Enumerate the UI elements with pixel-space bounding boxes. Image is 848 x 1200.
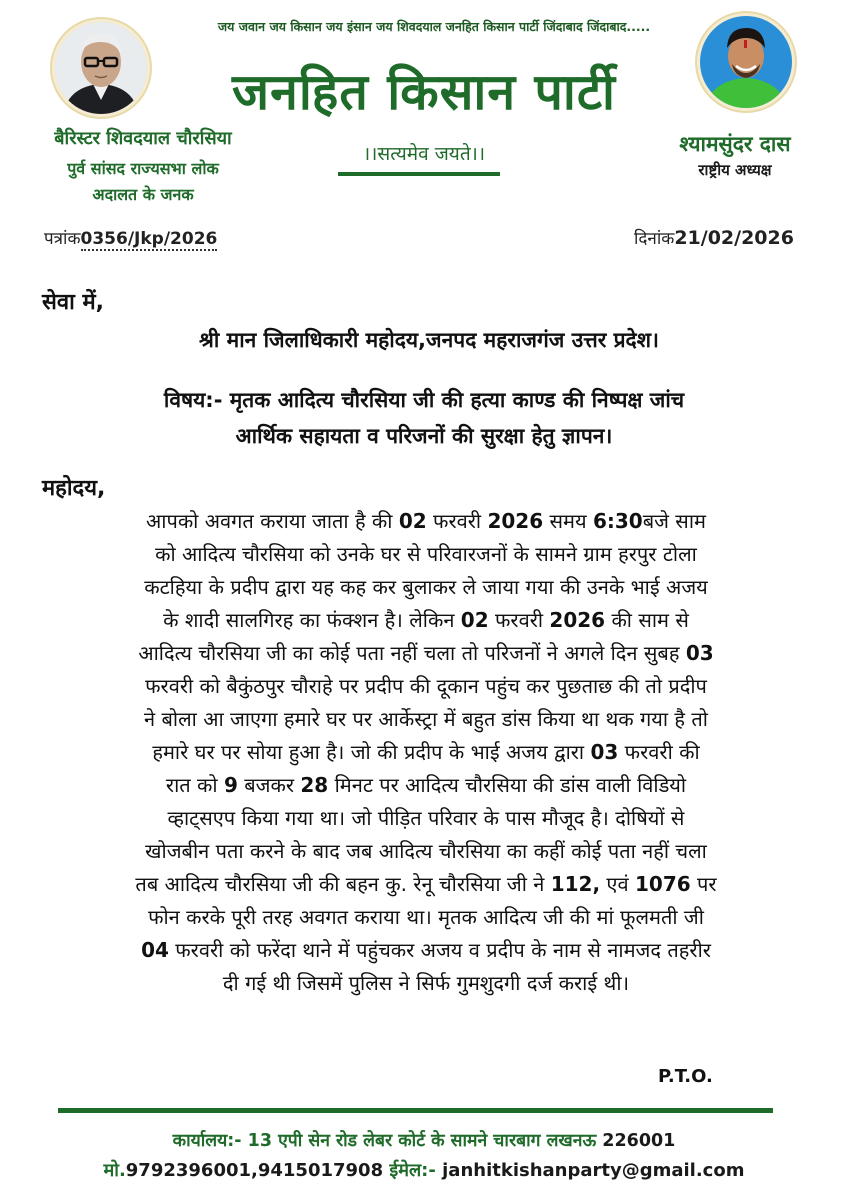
body-segment: को आदित्य चौरसिया को उनके घर से परिवारजनों के सामने ग्राम हरपुर टोला: [155, 542, 697, 566]
header-slogan: जय जवान जय किसान जय इंसान जय शिवदयाल जनहित किसान पार्टी जिंदाबाद जिंदाबाद.....: [217, 19, 651, 34]
body-segment: फरवरी: [488, 608, 550, 632]
body-line: [26, 637, 826, 670]
letter-subject: [0, 382, 848, 454]
body-segment: दी गई थी जिसमें पुलिस ने सिर्फ गुमशुदगी दर्ज कराई थी।: [222, 971, 630, 995]
body-segment: 02: [460, 608, 489, 632]
body-segment: 2026: [487, 509, 544, 533]
subject-line-2: आर्थिक सहायता व परिजनों की सुरक्षा हेतु ज्ञापन।: [235, 424, 613, 448]
body-segment: समय: [543, 509, 593, 533]
contact-line: [0, 1158, 848, 1182]
founder-designation-line2: अदालत के जनक: [92, 185, 194, 204]
body-segment: की साम से: [605, 608, 689, 632]
body-segment: आदित्य चौरसिया जी का कोई पता नहीं चला तो परिजनों ने अगले दिन सुबह: [138, 641, 686, 665]
body-segment: 03: [590, 740, 619, 764]
subject-line-1: विषय:- मृतक आदित्य चौरसिया जी की हत्या काण्ड की निष्पक्ष जांच: [163, 388, 685, 412]
body-segment: 04: [141, 938, 169, 962]
phone-numbers: 9792396001,9415017908: [125, 1160, 384, 1181]
reference-value: 0356/Jkp/2026: [80, 229, 218, 249]
reference-label: पत्रांक: [44, 229, 81, 249]
body-segment: व्हाट्सएप किया गया था। जो पीड़ित परिवार के पास मौजूद है। दोषियों से: [167, 806, 685, 830]
body-segment: फरवरी: [426, 509, 488, 533]
letter-body: [26, 505, 826, 1000]
letter-date: [634, 226, 794, 249]
body-segment: मिनट पर आदित्य चौरसिया की डांस वाली विडियो: [328, 773, 687, 797]
body-segment: 02: [398, 509, 427, 533]
body-line: [26, 670, 826, 703]
email-label: ईमेल:-: [383, 1160, 443, 1181]
body-line: [26, 934, 826, 967]
body-segment: खोजबीन पता करने के बाद जब आदित्य चौरसिया का कहीं कोई पता नहीं चला: [145, 839, 707, 863]
body-segment: आपको अवगत कराया जाता है की: [146, 509, 399, 533]
greeting: महोदय,: [42, 476, 106, 501]
body-line: [26, 538, 826, 571]
body-segment: 112,: [550, 872, 601, 896]
body-segment: फरवरी को बैकुंठपुर चौराहे पर प्रदीप की दूकान पहुंच कर पुछताछ की तो प्रदीप: [145, 674, 707, 698]
body-segment: कटहिया के प्रदीप द्वारा यह कह कर बुलाकर ले जाया गया की उनके भाई अजय: [144, 575, 708, 599]
body-segment: हमारे घर पर सोया हुआ है। जो की प्रदीप के भाई अजय द्वारा: [152, 740, 591, 764]
body-segment: 9: [223, 773, 238, 797]
body-line: [26, 571, 826, 604]
body-line: [26, 901, 826, 934]
body-segment: एवं: [600, 872, 635, 896]
salutation-to: सेवा में,: [42, 290, 104, 315]
body-segment: तब आदित्य चौरसिया जी की बहन कु. रेनू चौरसिया जी ने: [135, 872, 551, 896]
president-info: [620, 130, 848, 180]
body-line: [26, 868, 826, 901]
reference-number: [44, 226, 217, 249]
body-line: [26, 604, 826, 637]
email-address: janhitkishanparty@gmail.com: [442, 1160, 745, 1181]
body-line: [26, 802, 826, 835]
date-value: 21/02/2026: [674, 227, 794, 249]
body-segment: 6:30: [592, 509, 643, 533]
body-segment: 2026: [549, 608, 606, 632]
body-segment: 03: [685, 641, 714, 665]
motto: ।।सत्यमेव जयते।।: [362, 143, 486, 165]
party-name: जनहित किसान पार्टी: [231, 63, 616, 121]
body-segment: रात को: [165, 773, 224, 797]
body-segment: पर: [690, 872, 717, 896]
phone-label: मो.: [103, 1160, 126, 1181]
pto-mark: P.T.O.: [658, 1066, 713, 1087]
motto-underline: [338, 172, 500, 176]
founder-info: [18, 126, 268, 208]
body-segment: फरवरी की: [618, 740, 700, 764]
footer-divider: [58, 1108, 773, 1113]
body-segment: बजकर: [237, 773, 301, 797]
president-name: श्यामसुंदर दास: [679, 132, 791, 156]
body-line: [26, 967, 826, 1000]
body-segment: बजे साम: [642, 509, 706, 533]
body-segment: 1076: [634, 872, 691, 896]
founder-name: बैरिस्टर शिवदयाल चौरसिया: [54, 128, 232, 149]
body-line: [26, 769, 826, 802]
body-segment: फरवरी को फरेंदा थाने में पहुंचकर अजय व प्रदीप के नाम से नामजद तहरीर: [168, 938, 711, 962]
body-segment: ने बोला आ जाएगा हमारे घर पर आर्केस्ट्रा में बहुत डांस किया था थक गया है तो: [144, 707, 708, 731]
date-label: दिनांक: [634, 229, 675, 249]
body-segment: 28: [300, 773, 329, 797]
body-segment: फोन करके पूरी तरह अवगत कराया था। मृतक आदित्य जी की मां फूलमती जी: [148, 905, 704, 929]
president-title: राष्ट्रीय अध्यक्ष: [698, 161, 772, 179]
body-segment: के शादी सालगिरह का फंक्शन है। लेकिन: [163, 608, 461, 632]
body-line: [26, 736, 826, 769]
founder-designation-line1: पुर्व सांसद राज्यसभा लोक: [67, 159, 219, 178]
body-line: [26, 703, 826, 736]
body-line: [26, 835, 826, 868]
office-address-text: 13 एपी सेन रोड लेबर कोर्ट के सामने चारबाग लखनऊ: [247, 1131, 603, 1151]
addressee: श्री मान जिलाधिकारी महोदय,जनपद महराजगंज उत्तर प्रदेश।: [199, 328, 659, 352]
office-label: कार्यालय:-: [172, 1131, 242, 1151]
office-address: [0, 1128, 848, 1152]
office-pincode: 226001: [602, 1131, 676, 1151]
body-line: [26, 505, 826, 538]
